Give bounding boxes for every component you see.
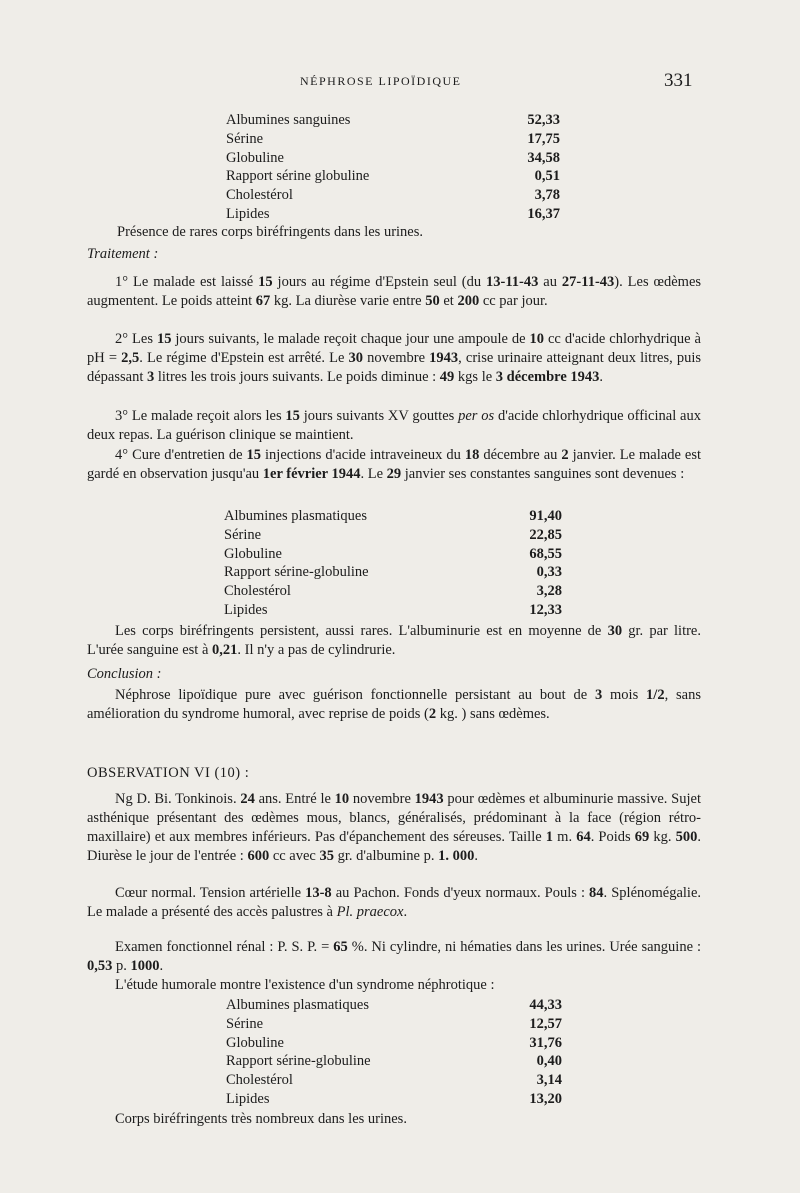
paragraph-presence: Présence de rares corps biréfringents dans les urines.	[117, 224, 424, 240]
table-row-label: Cholestérol	[226, 1072, 293, 1088]
table-row-label: Lipides	[226, 206, 270, 222]
table-row-label: Globuline	[226, 1035, 284, 1051]
page-number: 331	[664, 70, 693, 91]
table-row-value: 31,76	[529, 1035, 562, 1051]
table-row-label: Sérine	[226, 1016, 264, 1032]
paragraph-traitement-3: 3° Le malade reçoit alors les 15 jours suivants XV gouttes per os d'acide chlorhydrique officinal aux deux repas. La guérison clinique se maintient.	[87, 408, 701, 443]
table-row-label: Lipides	[226, 1091, 270, 1107]
table-row-value: 17,75	[527, 131, 560, 147]
table-row-value: 0,51	[534, 168, 560, 184]
table-row-label: Globuline	[226, 150, 284, 166]
table-row-value: 0,40	[536, 1053, 562, 1069]
table-row-value: 22,85	[529, 527, 562, 543]
paragraph-observation-3: Examen fonctionnel rénal : P. S. P. = 65 %. Ni cylindre, ni hématies dans les urines. Urée sanguine : 0,53 p. 1000.	[87, 939, 701, 974]
table-row-label: Cholestérol	[224, 583, 291, 599]
table-row-value: 12,57	[529, 1016, 562, 1032]
table-row-label: Cholestérol	[226, 187, 293, 203]
table-row-value: 91,40	[529, 508, 562, 524]
table-row-value: 34,58	[527, 150, 560, 166]
paragraph-observation-4: L'étude humorale montre l'existence d'un syndrome néphrotique :	[115, 977, 495, 993]
table-row-label: Rapport sérine-globuline	[226, 1053, 371, 1069]
table-row-label: Rapport sérine globuline	[226, 168, 370, 184]
blood-values-table-1	[226, 112, 560, 226]
table-row-label: Rapport sérine-globuline	[224, 564, 369, 580]
table-row-value: 16,37	[527, 206, 560, 222]
table-row-value: 12,33	[529, 602, 562, 618]
table-row-value: 3,78	[534, 187, 560, 203]
heading-conclusion: Conclusion :	[87, 666, 162, 682]
table-row-label: Sérine	[226, 131, 264, 147]
paragraph-observation-1: Ng D. Bi. Tonkinois. 24 ans. Entré le 10 novembre 1943 pour œdèmes et albuminurie massive. Sujet asthénique présentant des œdèmes mous, blancs, généralisés, prédominant à la face (région rétro-maxillaire) et aux membres inférieurs. Pas d'épanchement des séreuses. Taille 1 m. 64. Poids 69 kg. 500. Diurèse le jour de l'entrée : 600 cc avec 35 gr. d'albumine p. 1. 000.	[87, 791, 702, 864]
blood-values-table-3	[226, 997, 562, 1111]
table-row-value: 13,20	[529, 1091, 562, 1107]
observation-title: OBSERVATION VI (10) :	[87, 765, 250, 781]
table-row-value: 68,55	[529, 546, 562, 562]
table-row-value: 52,33	[527, 112, 560, 128]
paragraph-conclusion: Néphrose lipoïdique pure avec guérison fonctionnelle persistant au bout de 3 mois 1/2, sans amélioration du syndrome humoral, avec reprise de poids (2 kg. ) sans œdèmes.	[87, 687, 701, 722]
paragraph-traitement-4: 4° Cure d'entretien de 15 injections d'acide intraveineux du 18 décembre au 2 janvier. Le malade est gardé en observation jusqu'au 1er février 1944. Le 29 janvier ses constantes sanguines sont devenues :	[87, 447, 701, 482]
paragraph-traitement-1: 1° Le malade est laissé 15 jours au régime d'Epstein seul (du 13-11-43 au 27-11-43). Les œdèmes augmentent. Le poids atteint 67 kg. La diurèse varie entre 50 et 200 cc par jour.	[87, 274, 702, 309]
table-row-label: Albumines plasmatiques	[226, 997, 369, 1013]
table-row-label: Albumines plasmatiques	[224, 508, 367, 524]
table-row-value: 3,28	[536, 583, 562, 599]
table-row-label: Sérine	[224, 527, 262, 543]
paragraph-traitement-2: 2° Les 15 jours suivants, le malade reçoit chaque jour une ampoule de 10 cc d'acide chlorhydrique à pH = 2,5. Le régime d'Epstein est arrêté. Le 30 novembre 1943, crise urinaire atteignant deux litres, puis dépassant 3 litres les trois jours suivants. Le poids diminue : 49 kgs le 3 décembre 1943.	[87, 331, 701, 385]
paragraph-corps-birefringents: Les corps biréfringents persistent, aussi rares. L'albuminurie est en moyenne de 30 gr. par litre. L'urée sanguine est à 0,21. Il n'y a pas de cylindrurie.	[87, 623, 701, 658]
table-row-value: 44,33	[529, 997, 562, 1013]
running-head: NÉPHROSE LIPOÏDIQUE	[300, 74, 462, 88]
table-row-label: Globuline	[224, 546, 282, 562]
table-row-value: 0,33	[536, 564, 562, 580]
paragraph-observation-2: Cœur normal. Tension artérielle 13-8 au Pachon. Fonds d'yeux normaux. Pouls : 84. Splénomégalie. Le malade a présenté des accès palustres à Pl. praecox.	[87, 885, 702, 920]
blood-values-table-2	[224, 508, 562, 622]
paragraph-observation-5: Corps biréfringents très nombreux dans les urines.	[115, 1111, 407, 1127]
table-row-label: Lipides	[224, 602, 268, 618]
heading-traitement: Traitement :	[87, 246, 159, 262]
table-row-value: 3,14	[536, 1072, 562, 1088]
table-row-label: Albumines sanguines	[226, 112, 351, 128]
